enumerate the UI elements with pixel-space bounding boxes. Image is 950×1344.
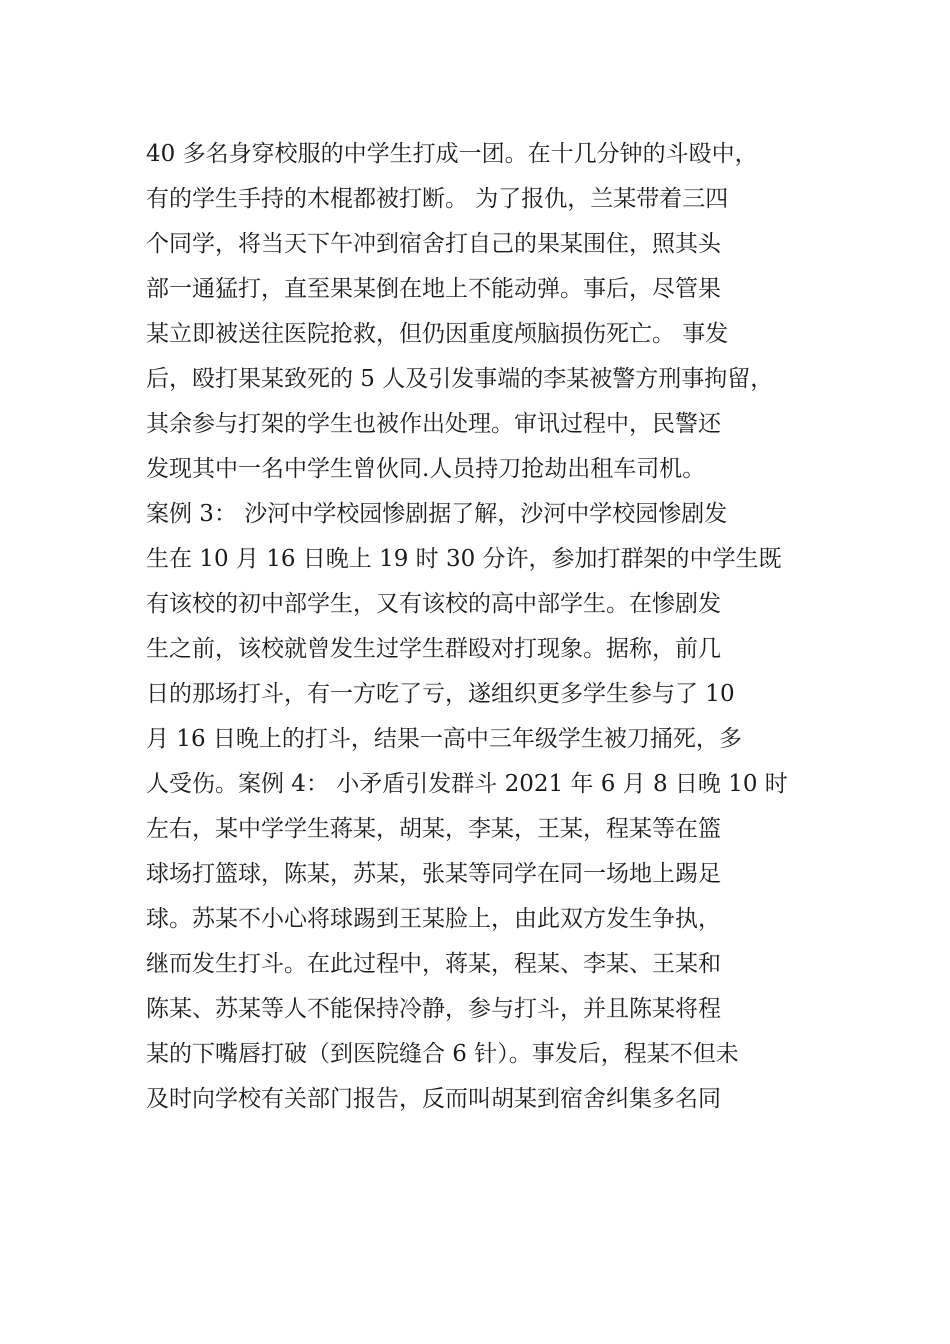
text-line: 部一通猛打，直至果某倒在地上不能动弹。事后，尽管果 (146, 276, 721, 302)
text-line: 及时向学校有关部门报告，反而叫胡某到宿舍纠集多名同 (146, 1086, 721, 1112)
text-line: 生在 10 月 16 日晚上 19 时 30 分许，参加打群架的中学生既 (146, 546, 782, 572)
text-line: 继而发生打斗。在此过程中，蒋某，程某、李某、王某和 (146, 951, 721, 977)
text-line: 人受伤。案例 4： 小矛盾引发群斗 2021 年 6 月 8 日晚 10 时 (146, 771, 788, 797)
text-line: 案例 3： 沙河中学校园惨剧据了解，沙河中学校园惨剧发 (146, 501, 728, 527)
body-text (146, 132, 846, 1122)
text-line: 月 16 日晚上的打斗，结果一高中三年级学生被刀捅死，多 (146, 726, 742, 752)
text-line: 球场打篮球，陈某，苏某，张某等同学在同一场地上踢足 (146, 861, 721, 887)
text-line: 生之前，该校就曾发生过学生群殴对打现象。据称，前几 (146, 636, 721, 662)
text-line: 发现其中一名中学生曾伙同.人员持刀抢劫出租车司机。 (146, 456, 706, 482)
text-line: 个同学，将当天下午冲到宿舍打自己的果某围住，照其头 (146, 231, 721, 257)
text-line: 球。苏某不小心将球踢到王某脸上，由此双方发生争执， (146, 906, 721, 932)
text-line: 有的学生手持的木棍都被打断。 为了报仇，兰某带着三四 (146, 186, 729, 212)
text-line: 40 多名身穿校服的中学生打成一团。在十几分钟的斗殴中， (146, 141, 758, 167)
text-line: 左右，某中学学生蒋某，胡某，李某，王某，程某等在篮 (146, 816, 721, 842)
text-line: 其余参与打架的学生也被作出处理。审讯过程中，民警还 (146, 411, 721, 437)
text-line: 有该校的初中部学生，又有该校的高中部学生。在惨剧发 (146, 591, 721, 617)
text-line: 后，殴打果某致死的 5 人及引发事端的李某被警方刑事拘留， (146, 366, 774, 392)
text-line: 某的下嘴唇打破（到医院缝合 6 针）。事发后，程某不但未 (146, 1041, 739, 1067)
text-line: 日的那场打斗，有一方吃了亏，遂组织更多学生参与了 10 (146, 681, 735, 707)
text-line: 某立即被送往医院抢救，但仍因重度颅脑损伤死亡。 事发 (146, 321, 729, 347)
text-line: 陈某、苏某等人不能保持冷静，参与打斗，并且陈某将程 (146, 996, 721, 1022)
